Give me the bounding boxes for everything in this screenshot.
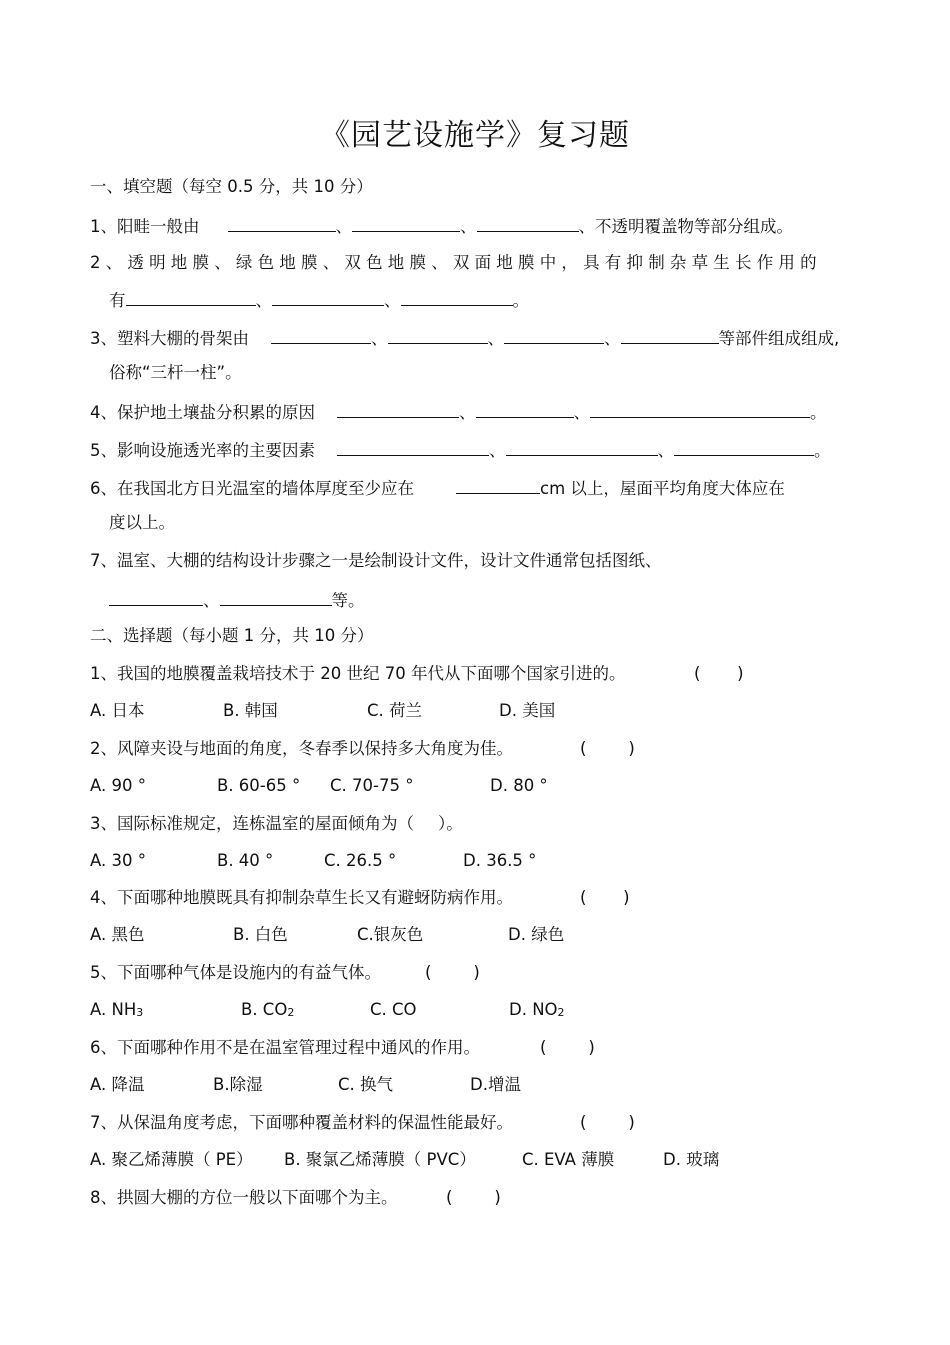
section-heading-fill-in: 一、填空题（每空 0.5 分，共 10 分） (90, 177, 373, 196)
answer-blank[interactable] (109, 587, 203, 606)
answer-blank[interactable] (477, 213, 579, 232)
option-a[interactable]: A. 黑色 (90, 925, 145, 944)
answer-blank[interactable] (272, 287, 384, 306)
question-1-3-line1: 3、塑料大棚的骨架由 、 、 、 等部件组成组成, (90, 325, 839, 351)
question-1-3-line2: 俗称“三杆一柱”。 (109, 363, 242, 382)
answer-parentheses[interactable]: ）。 (438, 814, 463, 833)
question-1-4: 4、保护地土壤盐分积累的原因 、 、 。 (90, 399, 827, 425)
answer-parentheses[interactable]: ( ) (580, 739, 635, 758)
option-c[interactable]: C. 换气 (338, 1075, 394, 1094)
option-d[interactable]: D. $NO_2$ (509, 1000, 565, 1019)
option-b[interactable]: B. 聚氯乙烯薄膜（ PVC） (284, 1150, 476, 1169)
answer-blank[interactable] (126, 287, 256, 306)
answer-blank[interactable] (476, 399, 574, 418)
option-d[interactable]: D. 80 ° (490, 776, 548, 795)
subscript: 3 (136, 1006, 144, 1019)
answer-parentheses[interactable]: ( ) (540, 1038, 595, 1057)
section-heading-choice: 二、选择题（每小题 1 分，共 10 分） (90, 626, 374, 645)
option-a[interactable]: A. $NH_3$ (90, 1000, 144, 1019)
answer-blank[interactable] (337, 437, 489, 456)
option-c[interactable]: C. 荷兰 (367, 701, 423, 720)
option-c[interactable]: C. 70-75 ° (330, 776, 414, 795)
question-stem: 4、下面哪种地膜既具有抑制杂草生长又有避蚜防病作用。 (90, 888, 513, 907)
option-c[interactable]: C. 26.5 ° (324, 851, 397, 870)
option-b[interactable]: B. 60-65 ° (217, 776, 301, 795)
question-1-7-line2: 、 等。 (109, 587, 365, 613)
answer-parentheses[interactable]: ( ) (580, 1113, 635, 1132)
question-1-2-line2: 有 、 、 。 (109, 287, 529, 313)
option-c[interactable]: C.银灰色 (357, 925, 424, 944)
question-1-6-line1: 6、在我国北方日光温室的墙体厚度至少应在 cm 以上，屋面平均角度大体应在 (90, 475, 785, 501)
answer-blank[interactable] (674, 437, 814, 456)
page-title: 《园艺设施学》复习题 (320, 118, 630, 153)
question-1-2-line1: 2、透明地膜、绿色地膜、双色地膜、双面地膜中，具有抑制杂草生长作用的 (90, 253, 822, 272)
option-b[interactable]: B. $CO_2$ (241, 1000, 295, 1019)
option-d[interactable]: D. 绿色 (508, 925, 565, 944)
answer-blank[interactable] (506, 437, 658, 456)
choice-question-4 (90, 886, 513, 910)
option-b[interactable]: B. 40 ° (217, 851, 274, 870)
question-1-5: 5、影响设施透光率的主要因素 、 、 。 (90, 437, 831, 463)
question-1-1: 1、阳畦一般由 、 、 、不透明覆盖物等部分组成。 (90, 213, 793, 239)
choice-question-7 (90, 1111, 513, 1135)
choice-question-2 (90, 737, 513, 761)
question-stem: 8、拱圆大棚的方位一般以下面哪个为主。 (90, 1188, 398, 1207)
question-1-7-line1: 7、温室、大棚的结构设计步骤之一是绘制设计文件，设计文件通常包括图纸、 (90, 551, 662, 570)
option-d[interactable]: D. 美国 (499, 701, 556, 720)
answer-blank[interactable] (228, 213, 336, 232)
choice-question-5 (90, 961, 381, 985)
question-stem: 3、国际标准规定，连栋温室的屋面倾角为（ (90, 814, 414, 833)
subscript: 2 (287, 1006, 295, 1019)
answer-blank[interactable] (337, 399, 459, 418)
answer-blank[interactable] (504, 325, 604, 344)
option-a[interactable]: A. 日本 (90, 701, 145, 720)
option-b[interactable]: B. 韩国 (223, 701, 278, 720)
option-d[interactable]: D. 玻璃 (663, 1150, 720, 1169)
question-stem: 1、我国的地膜覆盖栽培技术于 20 世纪 70 年代从下面哪个国家引进的。 (90, 664, 626, 683)
option-a[interactable]: A. 90 ° (90, 776, 146, 795)
question-stem: 2、风障夹设与地面的角度，冬春季以保持多大角度为佳。 (90, 739, 513, 758)
answer-parentheses[interactable]: ( ) (446, 1188, 501, 1207)
option-c[interactable]: C. CO (370, 1000, 417, 1019)
subscript: 2 (557, 1006, 565, 1019)
option-b[interactable]: B. 白色 (233, 925, 288, 944)
choice-question-8 (90, 1186, 398, 1210)
answer-blank[interactable] (456, 475, 540, 494)
answer-blank[interactable] (352, 213, 460, 232)
question-stem: 5、下面哪种气体是设施内的有益气体。 (90, 963, 381, 982)
choice-question-3 (90, 812, 414, 836)
answer-blank[interactable] (388, 325, 488, 344)
option-b[interactable]: B.除湿 (213, 1075, 263, 1094)
answer-parentheses[interactable]: ( ) (580, 888, 630, 907)
answer-blank[interactable] (590, 399, 810, 418)
answer-blank[interactable] (401, 287, 513, 306)
question-stem: 6、下面哪种作用不是在温室管理过程中通风的作用。 (90, 1038, 480, 1057)
answer-parentheses[interactable]: ( ) (694, 664, 744, 683)
option-d[interactable]: D.增温 (470, 1075, 521, 1094)
option-d[interactable]: D. 36.5 ° (463, 851, 537, 870)
option-a[interactable]: A. 降温 (90, 1075, 145, 1094)
question-text: 、不透明覆盖物等部分组成。 (578, 217, 793, 236)
question-text: 1、阳畦一般由 (90, 217, 200, 236)
answer-blank[interactable] (220, 587, 332, 606)
option-a[interactable]: A. 聚乙烯薄膜（ PE） (90, 1150, 253, 1169)
choice-question-1 (90, 662, 625, 686)
option-c[interactable]: C. EVA 薄膜 (522, 1150, 615, 1169)
answer-blank[interactable] (621, 325, 719, 344)
answer-blank[interactable] (271, 325, 371, 344)
answer-parentheses[interactable]: ( ) (425, 963, 480, 982)
choice-question-6 (90, 1036, 480, 1060)
question-1-6-line2: 度以上。 (109, 513, 175, 532)
question-stem: 7、从保温角度考虑，下面哪种覆盖材料的保温性能最好。 (90, 1113, 513, 1132)
option-a[interactable]: A. 30 ° (90, 851, 146, 870)
